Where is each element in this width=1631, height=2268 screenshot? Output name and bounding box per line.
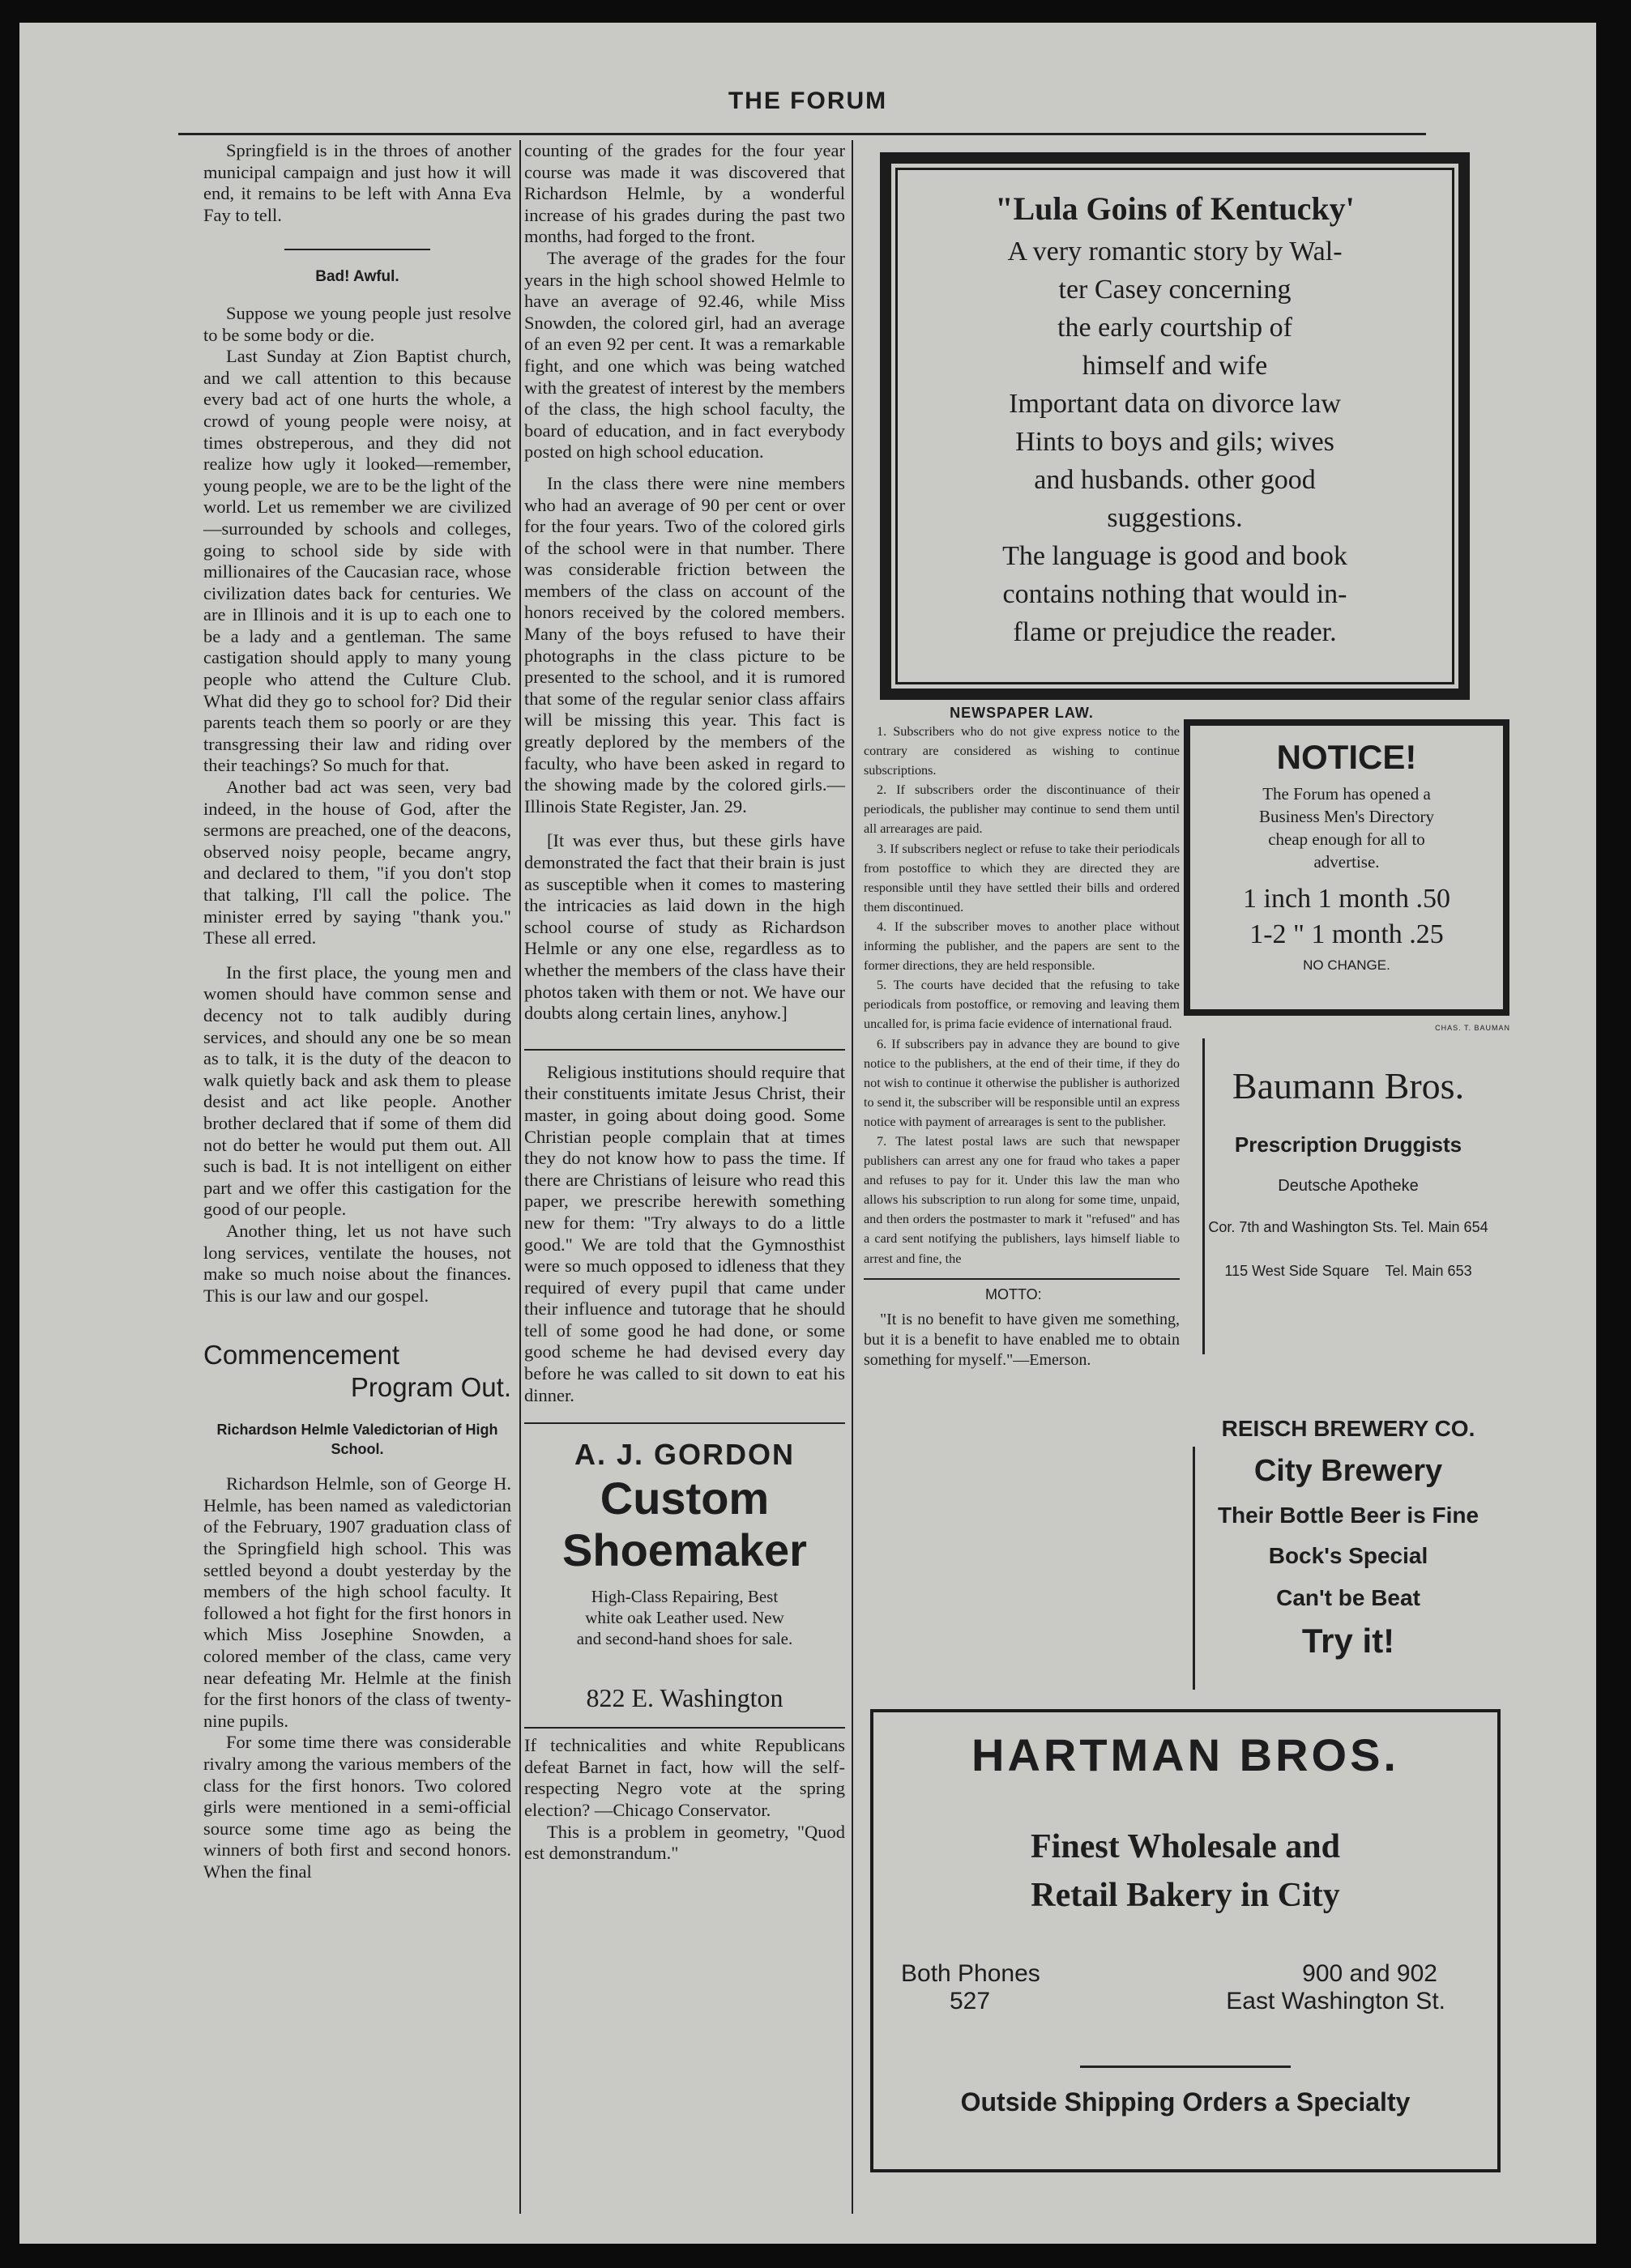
- editorial-comment: [It was ever thus, but these girls have demonstrated the fact that their brain is just as susceptible when it comes to mastering the intricacies as laid down in the high school course of study as Richardson Helmle or any one else, regardless as to whether the members of the class have their photos taken with them or not. We have our doubts along certain lines, anyhow.]: [524, 830, 845, 1024]
- newspaper-law-column: [864, 705, 1180, 1371]
- column-rule-2: [852, 140, 853, 2214]
- gordon-ad-description: High-Class Repairing, Best white oak Leather used. New and second-hand shoes for sale.: [576, 1587, 793, 1649]
- reisch-line-2: Their Bottle Beer is Fine: [1217, 1503, 1479, 1528]
- law-item-1: 1. Subscribers who do not give express notice to the contrary are considered as wishing to continue subscriptions.: [864, 724, 1180, 778]
- baumann-line-1: Prescription Druggists: [1234, 1132, 1462, 1157]
- lula-line-7: and husbands. other good: [1034, 465, 1316, 495]
- gordon-ad-custom: Custom: [600, 1473, 770, 1524]
- reisch-line-5: Try it!: [1301, 1622, 1395, 1660]
- bad-awful-headline: Bad! Awful.: [315, 268, 399, 286]
- notice-text-2: Business Men's Directory: [1258, 807, 1435, 826]
- section-divider: [524, 1049, 845, 1051]
- reisch-head: REISCH BREWERY CO.: [1221, 1416, 1475, 1441]
- law-item-5: 5. The courts have decided that the refusing to take periodicals from postoffice, or removing and leaving them uncalled for, is prima facie evidence of international fraud.: [864, 978, 1180, 1032]
- gordon-ad-shoemaker: Shoemaker: [562, 1524, 807, 1576]
- lula-line-3: the early courtship of: [1057, 313, 1292, 343]
- commencement-paragraph-2: For some time there was considerable rivalry among the various members of the class for the first honors. Two colored girls were mentioned in a semi-official source some time ago as being the winners of both first and second honors. When the final: [203, 1732, 511, 1882]
- notice-footer: NO CHANGE.: [1303, 957, 1390, 973]
- law-item-4: 4. If the subscriber moves to another place without informing the publisher, and the papers are sent to the former directions, they are held responsible.: [864, 919, 1180, 974]
- baumann-line-4: 115 West Side Square Tel. Main 653: [1224, 1263, 1472, 1279]
- baumann-line-3: Cor. 7th and Washington Sts. Tel. Main 654: [1208, 1219, 1488, 1235]
- reisch-ad: [1170, 1414, 1526, 1698]
- springfield-paragraph: Springfield is in the throes of another municipal campaign and just how it will end, it remains to be left with Anna Eva Fay to tell.: [203, 140, 511, 225]
- notice-ad: [1184, 719, 1509, 1016]
- hartman-address-2: East Washington St.: [1226, 1988, 1445, 2014]
- baumann-ad: [1186, 1024, 1510, 1405]
- lula-line-9: The language is good and book: [1002, 541, 1347, 571]
- masthead-rule: [178, 133, 1426, 135]
- notice-rate-2: 1-2 " 1 month .25: [1249, 919, 1444, 949]
- notice-text-4: advertise.: [1313, 852, 1380, 872]
- grades-paragraph-2: The average of the grades for the four years in the high school showed Helmle to have an average of 92.46, while Miss Snowden, the colored girl, had an average of an even 92 per cent. It was a remarkable fight, and one which was being watched with the greatest of interest by the members of the class, the high school faculty, the board of education, and in fact everybody posted on high school education.: [524, 247, 845, 463]
- hartman-name: HARTMAN BROS.: [971, 1729, 1399, 1780]
- hartman-footer: Outside Shipping Orders a Specialty: [960, 2087, 1411, 2117]
- reisch-line-1: City Brewery: [1253, 1454, 1443, 1488]
- lula-goins-body: [909, 232, 1441, 651]
- motto-label: MOTTO:: [985, 1285, 1042, 1302]
- gordon-ad-address: 822 E. Washington: [586, 1683, 783, 1713]
- commencement-headline-line-1: Commencement: [203, 1340, 400, 1371]
- reisch-border-left: [1193, 1447, 1195, 1690]
- hartman-divider: [1080, 2066, 1291, 2068]
- motto-text: "It is no benefit to have given me something, but it is a benefit to have enabled me to obtain something for myself."—Emerson.: [864, 1310, 1180, 1369]
- bad-awful-paragraph-1: Suppose we young people just resolve to be some body or die.: [203, 302, 511, 345]
- commencement-subheadline: Richardson Helmle Valedictorian of High School.: [216, 1422, 498, 1458]
- lula-line-8: suggestions.: [1107, 503, 1243, 533]
- law-item-3: 3. If subscribers neglect or refuse to take their periodicals from postoffice to which they are directed they are responsible until they have settled their bills and ordered them discontinued.: [864, 841, 1180, 914]
- newspaper-law-items: [864, 722, 1180, 1268]
- notice-text-1: The Forum has opened a: [1262, 784, 1431, 804]
- religious-paragraph: Religious institutions should require that their constituents imitate Jesus Christ, their master, in going about doing good. Some Christian people complain that at times they do not know how to pass the time. If there are Christians of leisure who read this paper, we prescribe herewith something new for them: "Try always to do a little good." We are told that the Gymnosthist were so much opposed to idleness that they required of every pupil that came under their influence and tutorage that he should tell of some good he had done, or some good scheme he had devised every day before he was called to sit down to eat his dinner.: [524, 1061, 845, 1405]
- lula-goins-ad: [880, 152, 1470, 700]
- hartman-address-1: 900 and 902: [1302, 1960, 1437, 1987]
- lula-line-10: contains nothing that would in-: [1002, 579, 1347, 609]
- grades-paragraph-1: counting of the grades for the four year course was made it was discovered that Richardson Helmle, by a wonderful increase of his grades during the past two months, had forged to the front.: [524, 140, 845, 247]
- baumann-line-2: Deutsche Apotheke: [1278, 1177, 1419, 1195]
- lula-goins-title: "Lula Goins of Kentucky': [995, 190, 1355, 227]
- lula-line-4: himself and wife: [1082, 351, 1268, 381]
- notice-rate-1: 1 inch 1 month .50: [1243, 884, 1450, 914]
- commencement-headline-line-2: Program Out.: [350, 1372, 511, 1403]
- column-1: [203, 140, 511, 1883]
- column-rule-1: [519, 140, 521, 2214]
- lula-line-11: flame or prejudice the reader.: [1013, 617, 1337, 647]
- lula-line-1: A very romantic story by Wal-: [1007, 237, 1343, 266]
- hartman-phones: Both Phones: [901, 1960, 1040, 1987]
- section-divider: [524, 1422, 845, 1424]
- bad-awful-paragraph-2: Last Sunday at Zion Baptist church, and we call attention to this because every bad act of one hurts the whole, a crowd of young people were noisy, at times obstreperous, and they did not realize how ugly it looked—remember, young people, we are to be the light of the world. Let us remember we are civilized—surrounded by schools and colleges, going to school side by side with millionaires of the Caucasian race, whose civilization dates back for centuries. We are in Illinois and it is up to each one to be a lady and a gentleman. The same castigation should apply to many young people who attend the Culture Club. What did they go to school for? Did their parents teach them so poorly or are they transgressing their law and riding over their teachings? So much for that.: [203, 346, 511, 776]
- bad-awful-paragraph-3: Another bad act was seen, very bad indeed, in the house of God, after the sermons are preached, one of the deacons, observed noisy people, became angry, and declared to them, "if you don't stop that talking, I'll call the police. The minister erred by saying "thank you." These all erred.: [203, 777, 511, 949]
- newspaper-law-title: NEWSPAPER LAW.: [950, 705, 1094, 721]
- baumann-tag: CHAS. T. BAUMAN: [1435, 1024, 1510, 1032]
- commencement-paragraph-1: Richardson Helmle, son of George H. Helmle, has been named as valedictorian of the February, 1907 graduation class of the Springfield high school. This was settled beyond a doubt yesterday by the members of the high school faculty. It followed a hot fight for the first honors in which Miss Josephine Snowden, a colored member of the class, came very near defeating Mr. Helmle at the finish for the first honors of the class of twenty-nine pupils.: [203, 1473, 511, 1731]
- section-divider: [284, 249, 430, 250]
- law-item-6: 6. If subscribers pay in advance they are bound to give notice to the publishers, at the end of their time, if they do not wish to continue it otherwise the publisher is authorized to send it, the subscriber will be responsible until an express notice with payment of arrearages is sent to the publisher.: [864, 1036, 1180, 1129]
- hartman-phone-number: 527: [950, 1988, 991, 2014]
- bad-awful-paragraph-4: In the first place, the young men and women should have common sense and decency not to talk audibly during services, and should any one be so mean as to talk, it is the duty of the deacon to walk quietly back and ask them to please desist and act like people. Another brother declared that if some of them did not do better he would put them out. All such is bad. It is not intelligent on either part and we offer this castigation for the good of our people.: [203, 961, 511, 1220]
- reisch-line-3: Bock's Special: [1268, 1543, 1428, 1568]
- hartman-line-1: Finest Wholesale and: [1031, 1828, 1340, 1865]
- notice-title: NOTICE!: [1276, 738, 1417, 776]
- column-2: [524, 140, 845, 1865]
- lula-line-2: ter Casey concerning: [1058, 275, 1292, 305]
- lula-line-6: Hints to boys and gils; wives: [1015, 427, 1334, 457]
- baumann-border-left: [1202, 1038, 1205, 1354]
- geometry-paragraph: This is a problem in geometry, "Quod est demonstrandum.": [524, 1821, 845, 1864]
- hartman-ad: [870, 1709, 1501, 2172]
- hartman-contact: [885, 1960, 1486, 2049]
- law-item-7: 7. The latest postal laws are such that newspaper publishers can arrest any one for fraud who takes a paper and refuses to pay for it. Under this law the man who allows his subscription to run along for some time, unpaid, and then orders the postmaster to mark it "refused" and has a card sent notifying the publishers, lays himself liable to arrest and fine, the: [864, 1133, 1180, 1266]
- grades-paragraph-3: In the class there were nine members who had an average of 90 per cent or over for the four years. Two of the colored girls of the school were in that number. There was considerable friction between the members of the class on account of the honors received by the colored members. Many of the boys refused to have their photographs in the class picture to be presented to the school, and it is rumored that some of the regular senior class affairs will be missing this year. This fact is greatly deplored by the members of the faculty, who have been asked in regard to the showing made by the colored girls.—Illinois State Register, Jan. 29.: [524, 472, 845, 816]
- section-divider: [864, 1278, 1180, 1280]
- newspaper-page: [19, 23, 1596, 2244]
- section-divider: [524, 1727, 845, 1729]
- gordon-ad-name: A. J. GORDON: [574, 1438, 796, 1472]
- barnet-paragraph: If technicalities and white Republicans defeat Barnet in fact, how will the self-respecting Negro vote at the spring election? —Chicago Conservator.: [524, 1735, 845, 1821]
- lula-line-5: Important data on divorce law: [1009, 389, 1341, 419]
- bad-awful-paragraph-5: Another thing, let us not have such long services, ventilate the houses, not make so much noise about the finances. This is our law and our gospel.: [203, 1220, 511, 1306]
- hartman-line-2: Retail Bakery in City: [1031, 1877, 1340, 1914]
- reisch-line-4: Can't be Beat: [1276, 1585, 1420, 1610]
- baumann-name: Baumann Bros.: [1232, 1065, 1465, 1106]
- masthead: THE FORUM: [728, 87, 888, 114]
- law-item-2: 2. If subscribers order the discontinuance of their periodicals, the publisher may continue to send them until all arrearages are paid.: [864, 782, 1180, 837]
- notice-text-3: cheap enough for all to: [1268, 829, 1425, 849]
